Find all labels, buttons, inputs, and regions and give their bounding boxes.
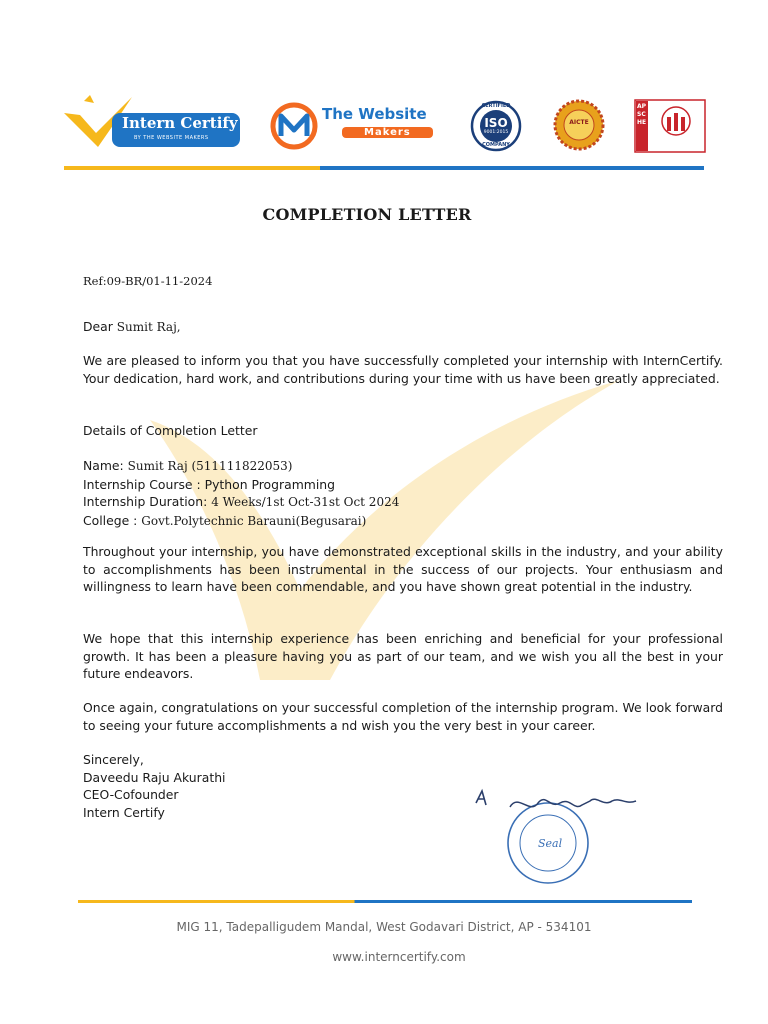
intern-certify-name: Intern Certify (122, 114, 238, 132)
detail-course-label: Internship Course : (83, 476, 205, 492)
paragraph-performance: Throughout your internship, you have demonstrated exceptional skills in the industry, and your ability to accomplishments has been instrumental in the success of our projects. Your enthusiasm and willingness to learn have been commendable, and you have shown great potential in the industry. (83, 544, 723, 594)
signature-seal (470, 785, 650, 895)
detail-college-row (83, 512, 723, 531)
paragraph-intro: We are pleased to inform you that you have successfully completed your internship with InternCertify. Your dedication, hard work, and contributions during your time with us have been greatly appreciated. (83, 353, 723, 386)
detail-duration-row (83, 493, 723, 512)
reference-number: Ref:09-BR/01-11-2024 (83, 274, 213, 288)
detail-course-value: Python Programming (204, 476, 335, 492)
header-divider (64, 166, 704, 170)
aicte-logo (553, 99, 605, 151)
seal-center-text: Seal (538, 837, 563, 850)
detail-duration-label: Internship Duration: (83, 494, 212, 509)
footer-divider (78, 900, 692, 903)
intern-certify-logo (62, 95, 244, 155)
detail-name-row (83, 457, 723, 476)
detail-college-value: Govt.Polytechnic Barauni(Begusarai) (141, 513, 367, 528)
iso-badge (470, 100, 522, 152)
details-heading: Details of Completion Letter (83, 423, 258, 438)
signoff-closing: Sincerely, (83, 752, 144, 767)
paragraph-wishes: We hope that this internship experience has been enriching and beneficial for your professional growth. It has been a pleasure having you as part of our team, and we wish you all the best in your future endeavors. (83, 631, 723, 681)
detail-name-value: Sumit Raj (511111822053) (127, 459, 293, 473)
aicte-text: AICTE (569, 119, 589, 126)
website-makers-line1: The Website (322, 105, 427, 123)
signoff-name: Daveedu Raju Akurathi (83, 769, 226, 785)
apsche-text: APSCHE (637, 103, 647, 126)
footer-website-link[interactable]: www.interncertify.com (332, 950, 466, 964)
detail-course-row (83, 476, 723, 494)
detail-name-label: Name: (83, 458, 128, 473)
footer-address: MIG 11, Tadepalligudem Mandal, West Godavari District, AP - 534101 (176, 920, 592, 934)
iso-number: 9001:2015 (483, 130, 509, 135)
apsche-logo (634, 99, 706, 153)
website-makers-logo (270, 100, 445, 150)
recipient-name: Sumit Raj, (116, 320, 181, 334)
signoff-company: Intern Certify (83, 804, 165, 820)
detail-college-label: College : (83, 512, 142, 528)
details-block (83, 457, 723, 530)
iso-top-text: CERTIFIED (481, 103, 511, 109)
wm-emblem-icon (270, 102, 318, 150)
signoff-title: CEO-Cofounder (83, 787, 179, 802)
iso-text: ISO (484, 116, 508, 130)
salutation (83, 318, 723, 337)
detail-duration-value: 4 Weeks/1st Oct-31st Oct 2024 (211, 495, 400, 509)
intern-certify-tagline: BY THE WEBSITE MAKERS (134, 135, 209, 141)
iso-bottom-text: COMPANY (482, 142, 510, 148)
page-title: COMPLETION LETTER (262, 205, 472, 224)
salutation-prefix: Dear (83, 319, 117, 334)
website-makers-line2: Makers (342, 127, 433, 138)
paragraph-congratulations: Once again, congratulations on your successful completion of the internship program. We look forward to seeing your future accomplishments a nd wish you the very best in your career. (83, 700, 723, 733)
